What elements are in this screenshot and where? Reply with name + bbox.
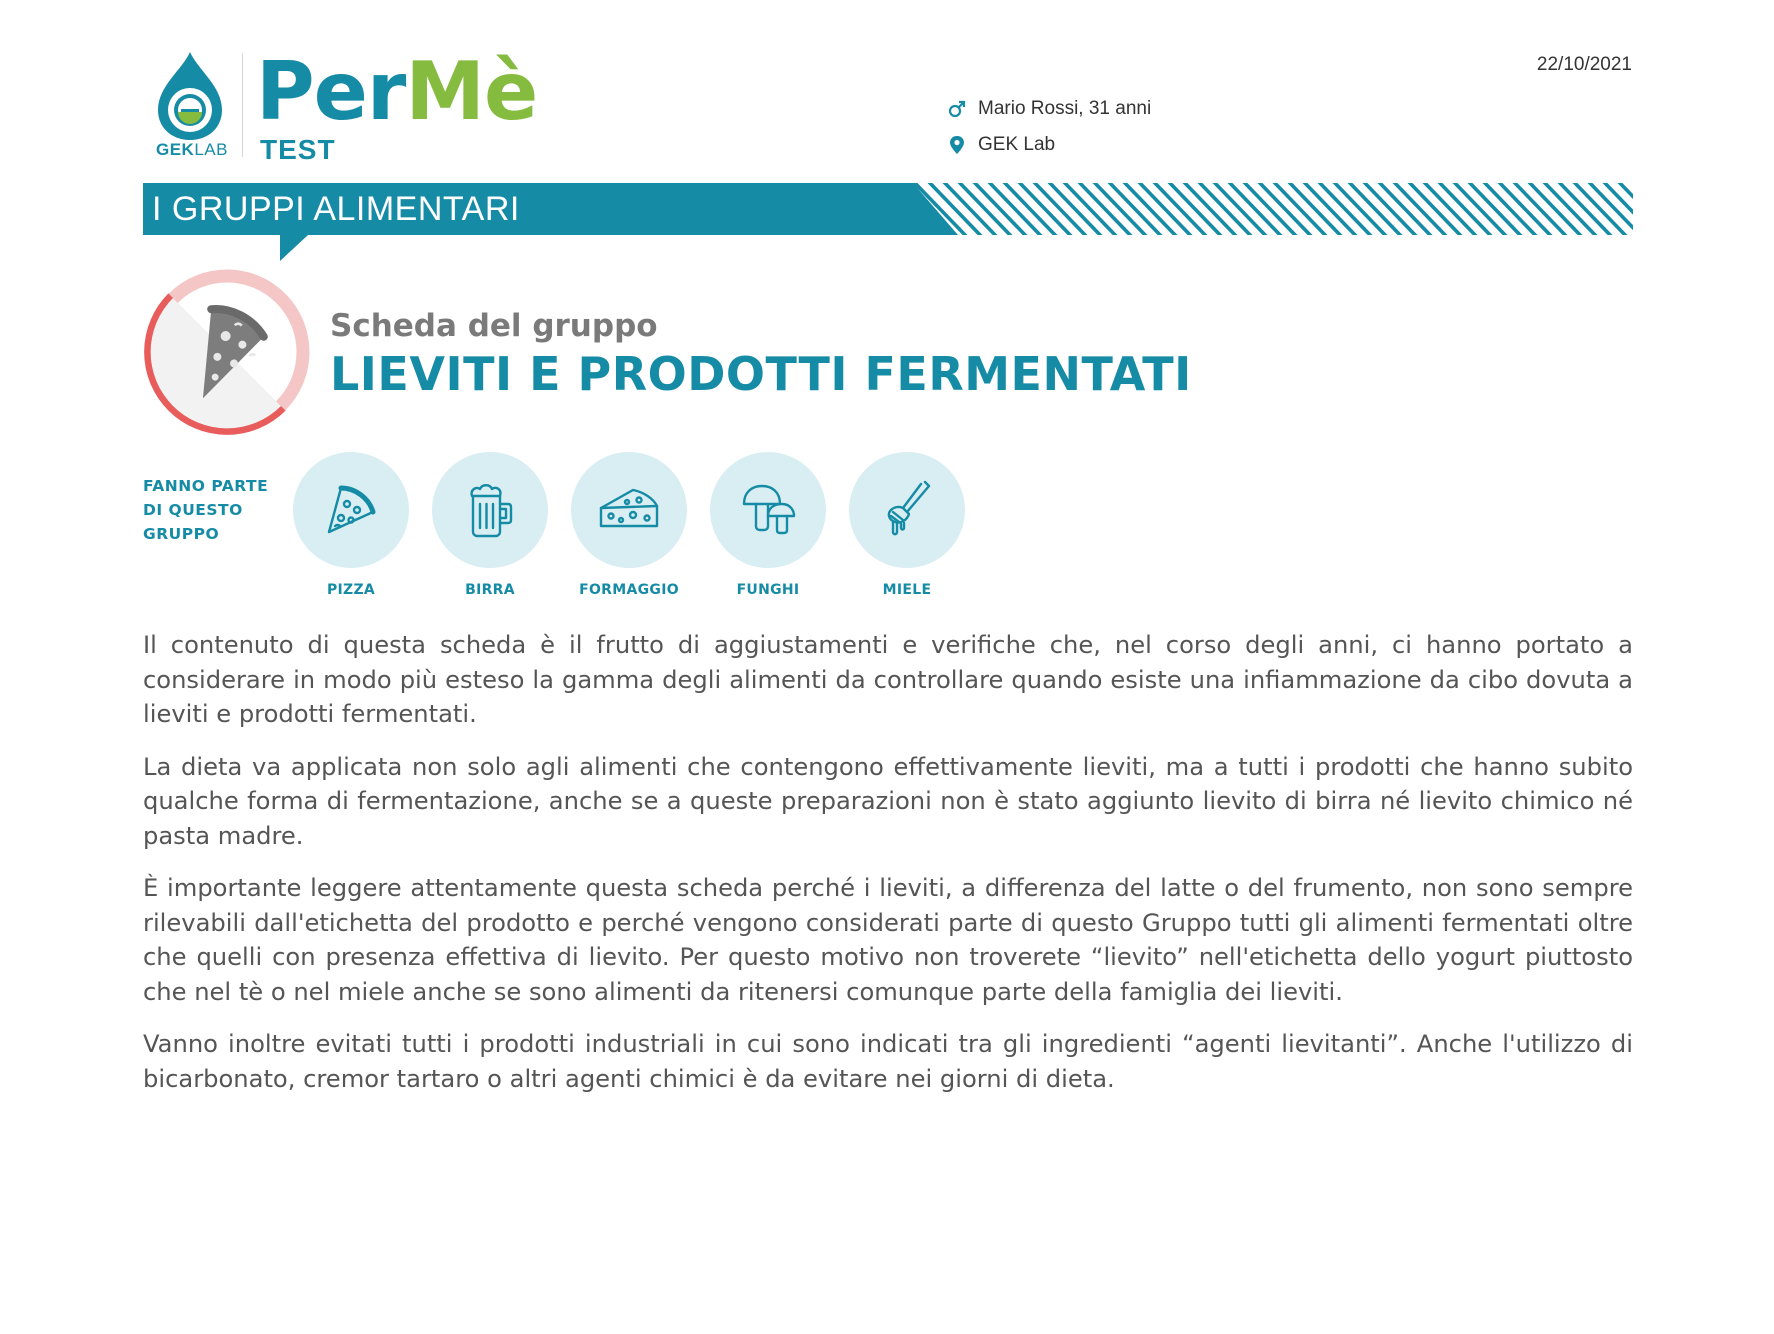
food-label-pizza: PIZZA [326,582,376,598]
no-pizza-icon [143,268,311,436]
food-item-funghi [710,452,826,598]
food-item-miele [849,452,965,598]
banner-title: I GRUPPI ALIMENTARI [152,190,520,228]
description-text [143,628,1633,1114]
honey-dipper-icon [877,478,937,542]
brand-wordmark [256,44,537,140]
brand-logo [150,45,570,165]
mushroom-icon [738,480,798,540]
beer-icon [460,480,520,540]
logo-divider [242,53,243,157]
brand-part1: Per [256,45,406,138]
cheese-icon [597,480,661,540]
food-item-pizza [293,452,409,598]
paragraph: Vanno inoltre evitati tutti i prodotti industriali in cui sono indicati tra gli ingredienti “agenti lievitanti”. Anche l'utilizzo di bicarbonato, cremor tartaro o altri agenti chimici è da evitare nei giorni di dieta. [143,1030,1633,1093]
food-label-formaggio: FORMAGGIO [579,582,679,598]
group-title: LIEVITI E PRODOTTI FERMENTATI [330,347,1192,401]
members-label: FANNO PARTE DI QUESTO GRUPPO [143,477,269,543]
geklab-wordmark: GEKLAB [156,140,228,159]
patient-info [948,98,1151,120]
group-subtitle: Scheda del gruppo [330,308,658,344]
paragraph: È importante leggere attentamente questa scheda perché i lieviti, a differenza del latte o del frumento, non sono sempre rilevabili dall'etichetta del prodotto e perché vengono considerati parte di questo Gruppo tutti gli alimenti fermentati oltre che quelli con presenza effettiva di lievito. Per questo motivo non troverete “lievito” nell'etichetta dello yogurt piuttosto che nel tè o nel miele anche se sono alimenti da ritenersi comunque parte della famiglia dei lieviti. [143,874,1633,1006]
male-icon [948,100,966,118]
food-item-formaggio [571,452,687,598]
food-label-birra: BIRRA [465,582,515,598]
location-pin-icon [948,135,966,155]
food-label-miele: MIELE [882,582,932,598]
paragraph: Il contenuto di questa scheda è il frutto di aggiustamenti e verifiche che, nel corso degli anni, ci hanno portato a considerare in modo più esteso la gamma degli alimenti da controllare quando esiste una infiammazione da cibo dovuta a lieviti e prodotti fermentati. [143,631,1633,728]
location-info [948,134,1055,156]
food-label-funghi: FUNGHI [736,582,800,598]
report-date: 22/10/2021 [1536,54,1632,75]
brand-part2: Mè [405,45,538,138]
patient-name: Mario Rossi, 31 anni [978,98,1152,119]
brand-test-label: TEST [260,134,336,165]
paragraph: La dieta va applicata non solo agli alimenti che contengono effettivamente lieviti, ma a tutti i prodotti che hanno subito qualche forma di fermentazione, anche se a queste preparazioni non è stato aggiunto lievito di birra né lievito chimico né pasta madre. [143,752,1633,850]
food-item-birra [432,452,548,598]
pizza-icon [321,480,381,540]
location-name: GEK Lab [978,134,1056,155]
